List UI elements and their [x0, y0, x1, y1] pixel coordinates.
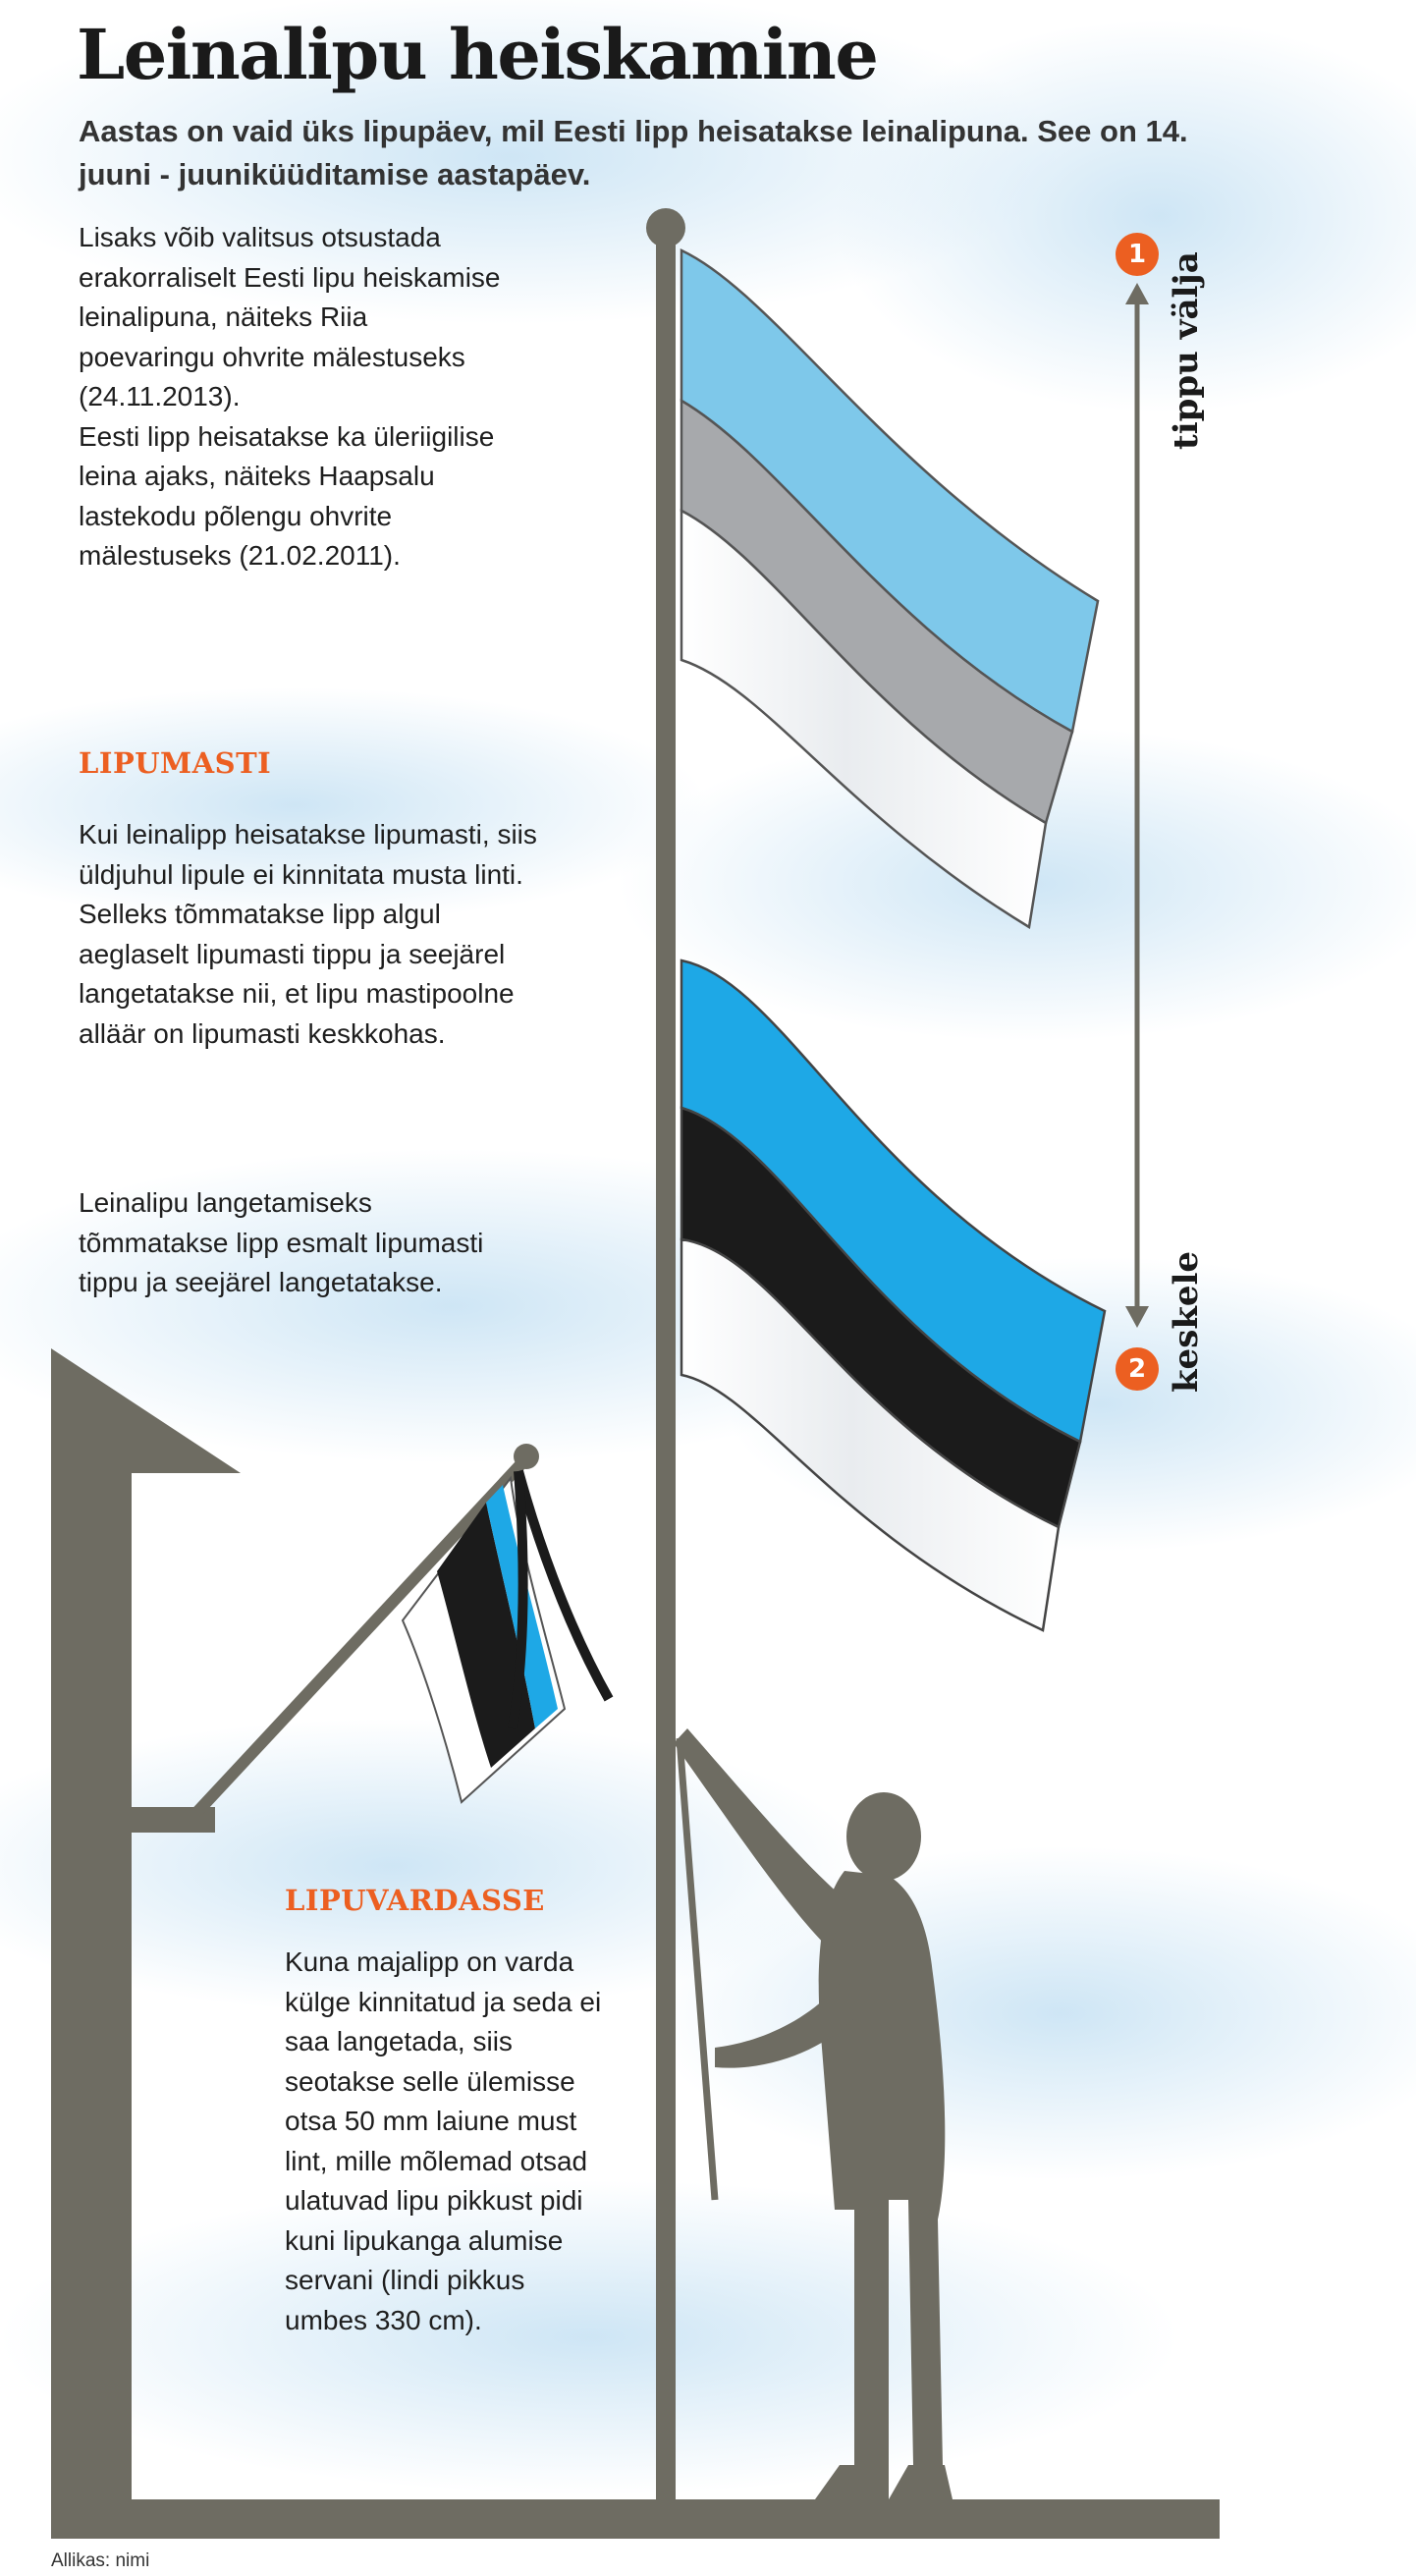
page-title: Leinalipu heiskamine [77, 14, 878, 95]
step-1-label: tippu välja [1167, 251, 1206, 450]
lipumasti-paragraph-2: Leinalipu langetamiseks tõmmatakse lipp esmalt lipumasti tippu ja seejärel langetatakse. [79, 1187, 484, 1297]
lipumasti-paragraph-1: Kui leinalipp heisatakse lipumasti, siis üldjuhul lipule ei kinnitata musta linti. Selleks tõmmatakse lipp algul aeglaselt lipumasti tippu ja seejärel langetatakse nii, et lipu mastipoolne alläär on lipumasti keskkohas. [79, 819, 537, 1049]
heading-lipuvardasse: LIPUVARDASSE [285, 1884, 545, 1917]
ground [51, 2499, 1220, 2539]
step-2-label: keskele [1167, 1250, 1206, 1393]
lipuvardasse-paragraph: Kuna majalipp on varda külge kinnitatud ja seda ei saa langetada, siis seotakse selle ülemisse otsa 50 mm laiune must lint, mille mõlemad otsad ulatuvad lipu pikkust pidi kuni lipukanga alumise servani (lindi pikkus umbes 330 cm). [285, 1946, 602, 2335]
intro-text: Aastas on vaid üks lipupäev, mil Eesti lipp heisatakse leinalipuna. See on 14. juuni - juuniküüditamise aastapäev. [79, 114, 1188, 192]
flag-half-mast [681, 960, 1105, 1630]
step-2-badge: 2 [1116, 1347, 1159, 1391]
step-1-badge: 1 [1116, 233, 1159, 276]
left-intro-paragraph: Lisaks võib valitsus otsustada erakorraliselt Eesti lipu heiskamise leinalipuna, näiteks Riia poevaringu ohvrite mälestuseks (24.11.2013). Eesti lipp heisatakse ka üleriigilise leina ajaks, näiteks Haapsalu lastekodu põlengu ohvrite mälestuseks (21.02.2011). [79, 222, 501, 571]
source-note: Allikas: nimi [51, 2550, 150, 2571]
heading-lipumasti: LIPUMASTI [79, 746, 272, 780]
